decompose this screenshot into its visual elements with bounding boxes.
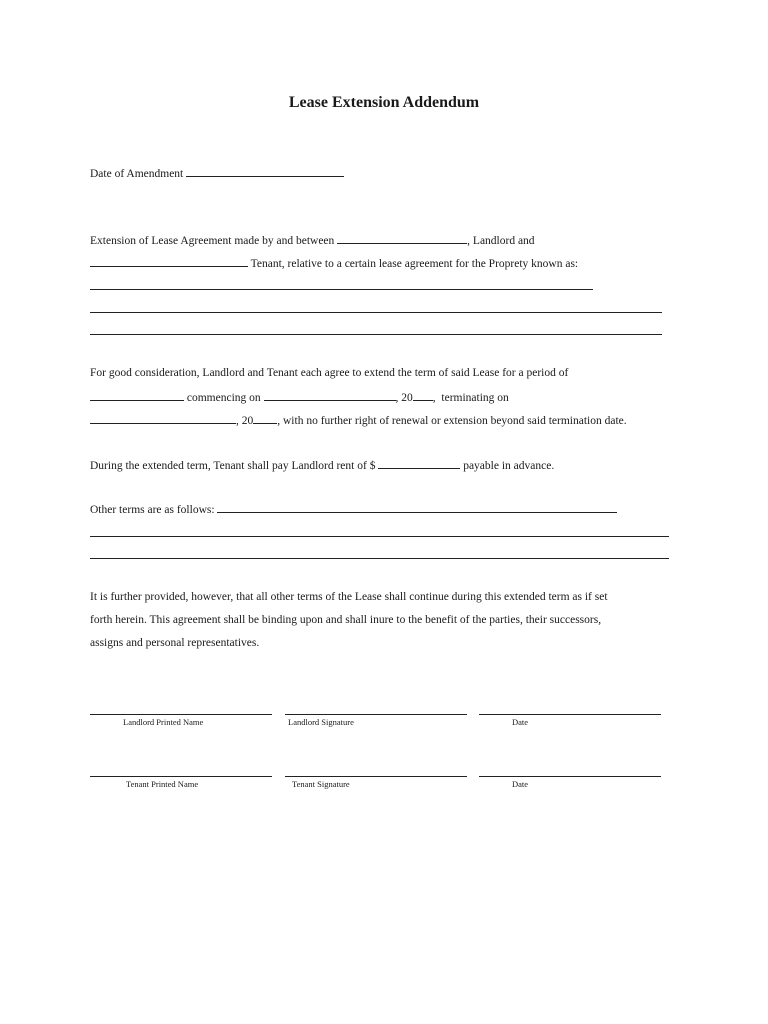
- consideration-line-3: [90, 412, 627, 428]
- consideration-line-1: For good consideration, Landlord and Tenant each agree to extend the term of said Lease for a period of: [90, 367, 569, 379]
- terminating-date-field[interactable]: [90, 412, 236, 424]
- landlord-date-label: Date: [512, 717, 529, 727]
- terminating-year-prefix: , 20: [236, 415, 254, 427]
- landlord-signature-label: Landlord Signature: [288, 717, 354, 727]
- extension-text: Extension of Lease Agreement made by and between: [90, 235, 335, 247]
- consideration-line-2: [90, 389, 509, 405]
- commencing-date-field[interactable]: [264, 389, 396, 401]
- extension-line-1: [90, 232, 535, 248]
- provision-line-3: assigns and personal representatives.: [90, 637, 260, 649]
- rent-line: [90, 457, 554, 473]
- terminating-year-field[interactable]: [253, 412, 277, 424]
- rent-label: During the extended term, Tenant shall pay Landlord rent of $: [90, 460, 376, 472]
- commencing-label: commencing on: [186, 392, 261, 404]
- landlord-printed-name-label: Landlord Printed Name: [123, 717, 204, 727]
- tenant-signature-label: Tenant Signature: [292, 779, 350, 789]
- property-line-3[interactable]: [90, 334, 662, 335]
- date-of-amendment-row: [90, 165, 344, 181]
- landlord-signature-line[interactable]: [285, 714, 467, 715]
- extension-period-field[interactable]: [90, 389, 184, 401]
- other-terms-label: Other terms are as follows:: [90, 504, 215, 516]
- landlord-printed-name-line[interactable]: [90, 714, 272, 715]
- other-terms-field-1[interactable]: [217, 501, 617, 513]
- other-terms-row: [90, 501, 617, 517]
- tenant-name-field[interactable]: [90, 255, 248, 267]
- rent-amount-field[interactable]: [378, 457, 460, 469]
- date-of-amendment-label: Date of Amendment: [90, 168, 184, 180]
- landlord-name-field[interactable]: [337, 232, 467, 244]
- commencing-year-field[interactable]: [413, 389, 433, 401]
- date-of-amendment-field[interactable]: [186, 165, 344, 177]
- tenant-printed-name-line[interactable]: [90, 776, 272, 777]
- landlord-suffix: , Landlord and: [467, 235, 535, 247]
- extension-line-2: [90, 255, 578, 271]
- terminating-label: , terminating on: [432, 392, 509, 404]
- tenant-date-label: Date: [512, 779, 529, 789]
- rent-suffix: payable in advance.: [463, 460, 555, 472]
- commencing-year-prefix: , 20: [395, 392, 413, 404]
- landlord-date-line[interactable]: [479, 714, 661, 715]
- tenant-printed-name-label: Tenant Printed Name: [126, 779, 199, 789]
- tenant-date-line[interactable]: [479, 776, 661, 777]
- other-terms-line-3[interactable]: [90, 558, 669, 559]
- property-intro-text: Tenant, relative to a certain lease agreement for the Proprety known as:: [250, 258, 579, 270]
- tenant-signature-line[interactable]: [285, 776, 467, 777]
- property-line-2[interactable]: [90, 312, 662, 313]
- other-terms-line-2[interactable]: [90, 536, 669, 537]
- provision-line-1: It is further provided, however, that all other terms of the Lease shall continue during this extended term as if set: [90, 591, 608, 603]
- termination-text: , with no further right of renewal or extension beyond said termination date.: [277, 415, 627, 427]
- document-title: Lease Extension Addendum: [288, 94, 480, 111]
- property-line-1[interactable]: [90, 289, 593, 290]
- provision-line-2: forth herein. This agreement shall be binding upon and shall inure to the benefit of the parties, their successors,: [90, 614, 602, 626]
